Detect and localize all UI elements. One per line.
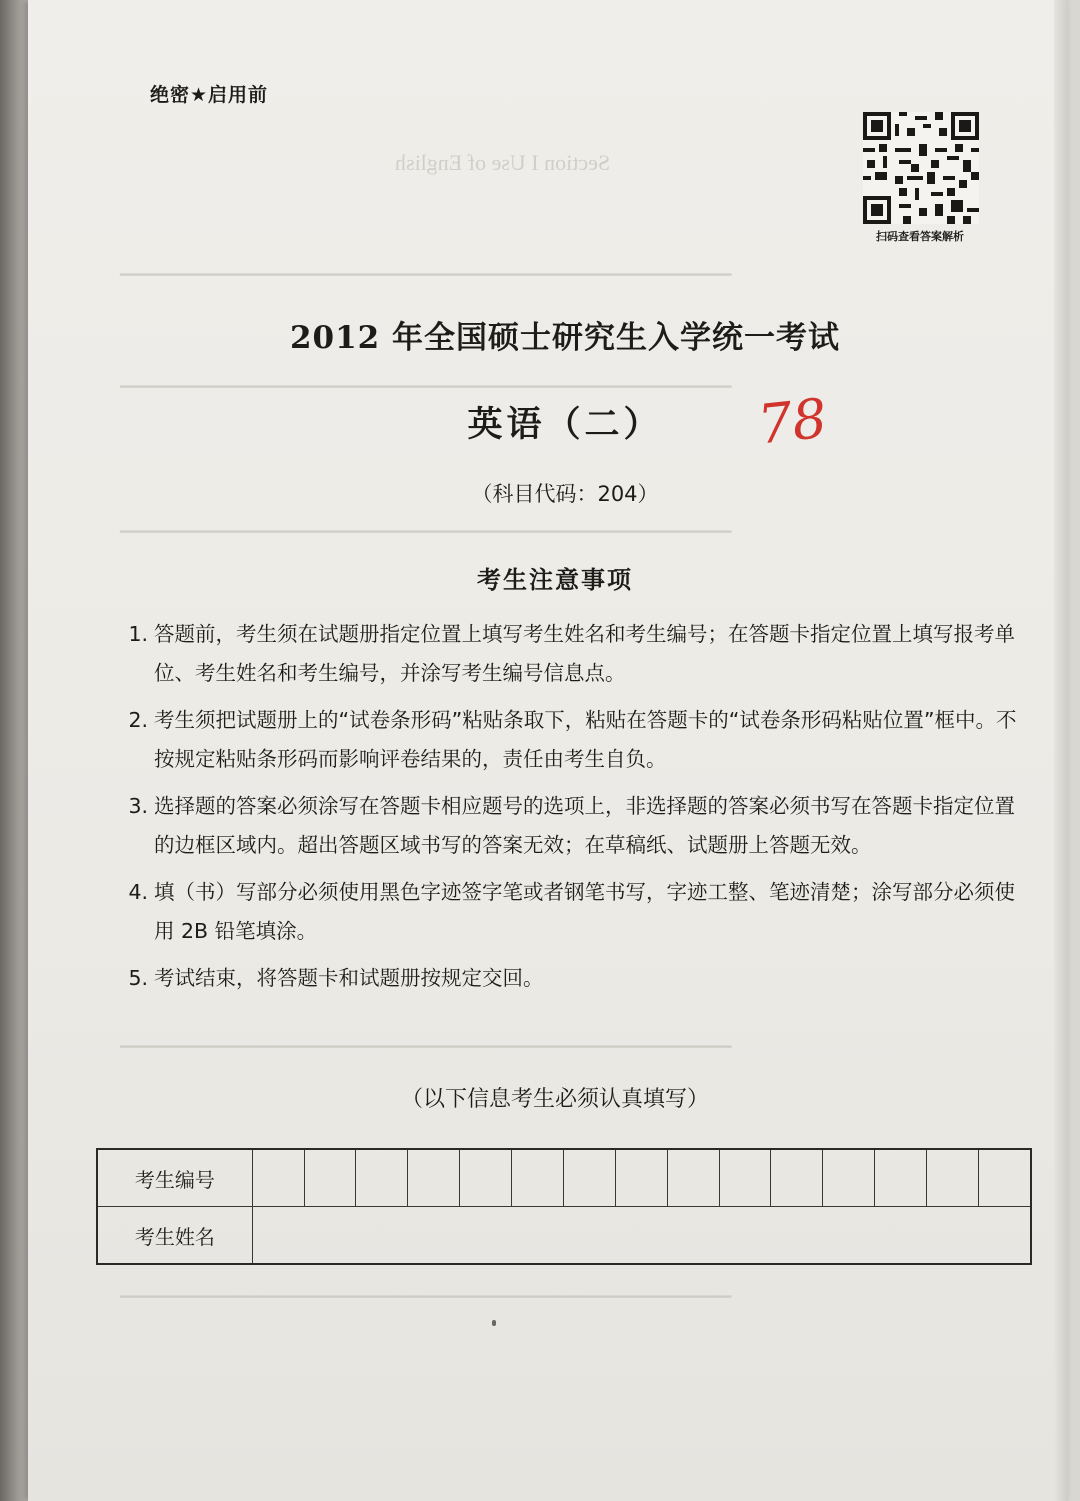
candidate-id-digit-box[interactable] [771, 1149, 823, 1207]
notice-heading: 考生注意事项 [477, 566, 633, 594]
candidate-name-label: 考生姓名 [97, 1207, 252, 1265]
candidate-id-digit-box[interactable] [615, 1149, 667, 1207]
notice-number: 4. [128, 880, 148, 904]
notice-text: 填（书）写部分必须使用黑色字迹签字笔或者钢笔书写，字迹工整、笔迹清楚；涂写部分必须使用 2B 铅笔填涂。 [154, 880, 1015, 943]
notice-text: 选择题的答案必须涂写在答题卡相应题号的选项上，非选择题的答案必须书写在答题卡指定位置的边框区域内。超出答题区域书写的答案无效；在草稿纸、试题册上答题无效。 [154, 794, 1015, 857]
bleed-through-text: ▁▁▁▁▁▁▁▁▁▁▁▁▁▁▁▁▁▁▁▁▁▁▁▁▁▁▁▁▁▁▁▁▁▁▁▁▁▁▁▁▁▁▁▁▁▁▁▁▁▁▁▁▁ [120, 372, 732, 388]
confidential-label: 绝密★启用前 [150, 84, 269, 106]
notice-item [110, 787, 1020, 865]
candidate-id-digit-box[interactable] [408, 1149, 460, 1207]
candidate-id-digit-box[interactable] [356, 1149, 408, 1207]
candidate-id-digit-box[interactable] [512, 1149, 564, 1207]
candidate-id-digit-box[interactable] [823, 1149, 875, 1207]
notice-number: 2. [128, 708, 148, 732]
candidate-id-digit-box[interactable] [304, 1149, 356, 1207]
candidate-name-row [97, 1207, 1031, 1265]
handwritten-score [752, 382, 842, 462]
candidate-id-row [97, 1149, 1031, 1207]
notice-number: 3. [128, 794, 148, 818]
svg-text:78: 78 [754, 386, 830, 457]
bleed-through-text: ▁▁▁▁▁▁▁▁▁▁▁▁▁▁▁▁▁▁▁▁▁▁▁▁▁▁▁▁▁▁▁▁▁▁▁▁▁▁▁▁▁▁▁▁▁▁▁▁▁▁▁▁▁ [120, 1282, 732, 1298]
notice-item [110, 959, 1020, 998]
qr-code-icon [862, 112, 980, 224]
bleed-through-text: ▁▁▁▁▁▁▁▁▁▁▁▁▁▁▁▁▁▁▁▁▁▁▁▁▁▁▁▁▁▁▁▁▁▁▁▁▁▁▁▁▁▁▁▁▁▁▁▁▁▁▁▁▁ [120, 517, 732, 533]
bleed-through-text: ▁▁▁▁▁▁▁▁▁▁▁▁▁▁▁▁▁▁▁▁▁▁▁▁▁▁▁▁▁▁▁▁▁▁▁▁▁▁▁▁▁▁▁▁▁▁▁▁▁▁▁▁▁ [120, 260, 732, 276]
candidate-id-label: 考生编号 [97, 1149, 252, 1207]
notice-text: 考试结束，将答题卡和试题册按规定交回。 [154, 966, 544, 990]
qr-caption: 扫码查看答案解析 [876, 230, 964, 243]
candidate-id-digit-box[interactable] [667, 1149, 719, 1207]
candidate-id-digit-box[interactable] [460, 1149, 512, 1207]
bleed-through-text: Section I Use of English [395, 150, 611, 175]
page-shadow-edge [0, 0, 28, 1501]
notice-number: 1. [128, 622, 148, 646]
candidate-info-table [96, 1148, 1032, 1265]
candidate-name-field[interactable] [252, 1207, 1031, 1265]
notice-item [110, 701, 1020, 779]
candidate-id-digit-box[interactable] [252, 1149, 304, 1207]
notice-item [110, 615, 1020, 693]
fill-instruction: （以下信息考生必须认真填写） [400, 1087, 709, 1112]
candidate-id-digit-box[interactable] [563, 1149, 615, 1207]
page-right-edge [1054, 0, 1068, 1501]
candidate-id-digit-box[interactable] [927, 1149, 979, 1207]
candidate-id-digit-box[interactable] [978, 1149, 1031, 1207]
notice-item [110, 873, 1020, 951]
exam-title: 2012 年全国硕士研究生入学统一考试 [289, 320, 841, 356]
page-mark [492, 1320, 496, 1326]
notice-number: 5. [128, 966, 148, 990]
notice-text: 答题前，考生须在试题册指定位置上填写考生姓名和考生编号；在答题卡指定位置上填写报考单位、考生姓名和考生编号，并涂写考生编号信息点。 [154, 622, 1015, 685]
notice-text: 考生须把试题册上的“试卷条形码”粘贴条取下，粘贴在答题卡的“试卷条形码粘贴位置”框中。不按规定粘贴条形码而影响评卷结果的，责任由考生自负。 [154, 708, 1017, 771]
bleed-through-text: ▁▁▁▁▁▁▁▁▁▁▁▁▁▁▁▁▁▁▁▁▁▁▁▁▁▁▁▁▁▁▁▁▁▁▁▁▁▁▁▁▁▁▁▁▁▁▁▁▁▁▁▁▁ [120, 1032, 732, 1048]
candidate-id-digit-box[interactable] [719, 1149, 771, 1207]
notice-list [110, 615, 1020, 1006]
subject-code: （科目代码：204） [471, 482, 659, 506]
exam-subject: 英语（二） [467, 404, 663, 445]
candidate-id-digit-box[interactable] [875, 1149, 927, 1207]
